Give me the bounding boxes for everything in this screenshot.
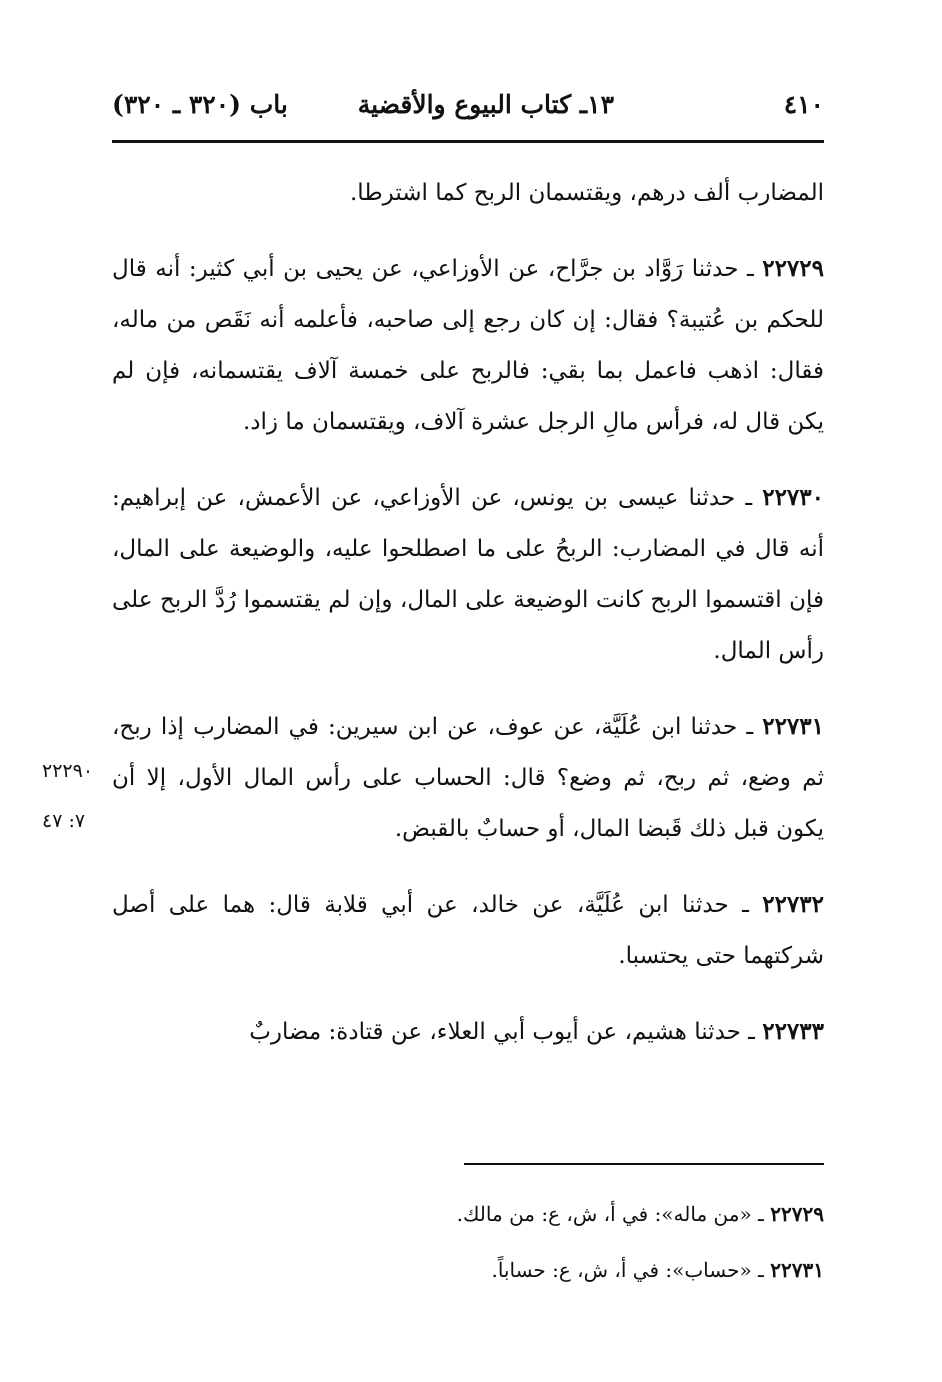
hadith-number: ٢٢٧٣٠ [762, 484, 824, 511]
main-text [112, 168, 824, 1082]
paragraph-text: المضارب ألف درهم، ويقتسمان الربح كما اشترطا. [350, 180, 824, 206]
footnote-number: ٢٢٧٣١ [770, 1258, 824, 1282]
hadith-22733 [112, 1006, 824, 1058]
footnotes [112, 1186, 824, 1298]
book-title: ١٣ـ كتاب البيوع والأقضية [357, 90, 614, 119]
hadith-number: ٢٢٧٣١ [762, 713, 824, 740]
header-rule [112, 140, 824, 143]
hadith-text: ـ حدثنا رَوَّاد بن جرَّاح، عن الأوزاعي، عن يحيى بن أبي كثير: أنه قال للحكم بن عُتيبة؟ فقال: إن كان رجع إلى صاحبه، فأعلمه أنه نَقَص من ماله، فقال: اذهب فاعمل بما بقي: فالربح على خمسة آلاف يقتسمانه، فإن لم يكن قال له، فرأس مالِ الرجل عشرة آلاف، ويقتسمان ما زاد. [112, 256, 824, 435]
hadith-text: ـ حدثنا ابن عُلَيَّة، عن خالد، عن أبي قلابة قال: هما على أصل شركتهما حتى يحتسبا. [112, 892, 824, 969]
footnote-rule [464, 1163, 824, 1165]
footnote [112, 1186, 824, 1242]
hadith-text: ـ حدثنا ابن عُلَيَّة، عن عوف، عن ابن سيرين: في المضارب إذا ربح، ثم وضع، ثم ربح، ثم وضع؟ قال: الحساب على رأس المال الأول، إلا أن يكون قبل ذلك قَبضا المال، أو حسابٌ بالقبض. [112, 714, 824, 842]
chapter-range: باب (٣٢٠ ـ ٣٢٠) [112, 90, 288, 119]
footnote-number: ٢٢٧٢٩ [770, 1202, 824, 1226]
footnote [112, 1242, 824, 1298]
hadith-number: ٢٢٧٣٣ [762, 1018, 824, 1045]
hadith-22732 [112, 879, 824, 982]
running-header [112, 90, 824, 130]
footnote-text: ـ «من ماله»: في أ، ش، ع: من مالك. [456, 1202, 771, 1226]
paragraph [112, 168, 824, 219]
margin-note-volume-page: ٧: ٤٧ [42, 810, 86, 832]
hadith-text: ـ حدثنا هشيم، عن أيوب أبي العلاء، عن قتادة: مضاربٌ [249, 1019, 763, 1045]
page-number: ٤١٠ [783, 90, 824, 119]
margin-note-cross-reference: ٢٢٢٩٠ [42, 760, 94, 782]
hadith-22729 [112, 243, 824, 448]
hadith-number: ٢٢٧٣٢ [762, 891, 824, 918]
hadith-number: ٢٢٧٢٩ [762, 255, 824, 282]
hadith-text: ـ حدثنا عيسى بن يونس، عن الأوزاعي، عن الأعمش، عن إبراهيم: أنه قال في المضارب: الربحُ على ما اصطلحوا عليه، والوضيعة على المال، فإن اقتسموا الربح كانت الوضيعة على المال، وإن لم يقتسموا رُدَّ الربح على رأس المال. [112, 485, 824, 664]
footnote-text: ـ «حساب»: في أ، ش، ع: حساباً. [491, 1258, 771, 1282]
hadith-22730 [112, 472, 824, 677]
hadith-22731 [112, 701, 824, 855]
